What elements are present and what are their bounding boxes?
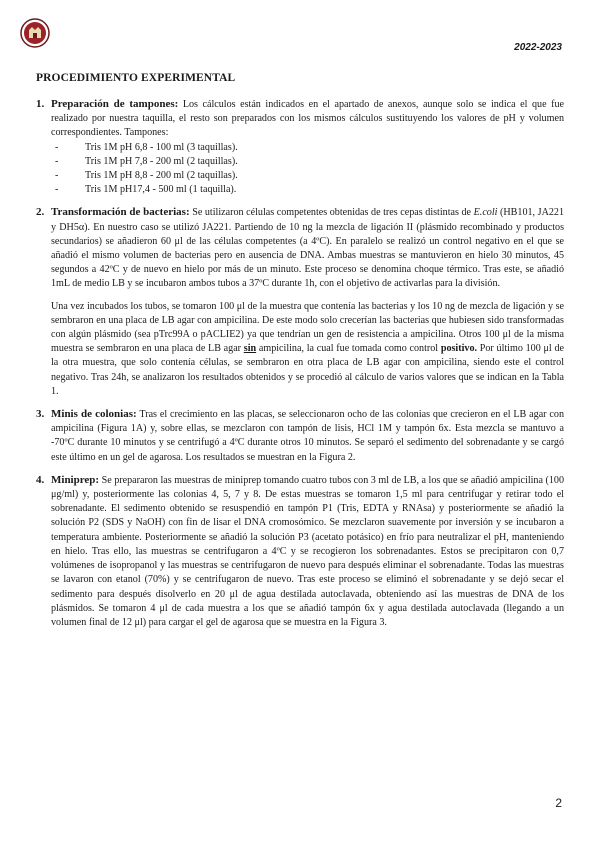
section-paragraph: Minis de colonias: Tras el crecimiento en las placas, se seleccionaron ocho de las colonias que crecieron en el LB agar con ampicilina (Figura 1A) y, sobre ellas, se mezclaron con tampón de lisis, HCl 1M y tampón 6x. Esta mezcla se mantuvo a -70ºC durante 10 minutos y se centrifugó a 4ºC durante otros 10 minutos. Se separó el sedimento del sobrenadante y se cargó este último en un gel de agarosa. Los resultados se muestran en la Figura 2. [51, 408, 565, 463]
list-item: - Tris 1M pH17,4 - 500 ml (1 taquilla). [55, 184, 237, 196]
section-number: 2. [36, 206, 45, 219]
list-item: - Tris 1M pH 6,8 - 100 ml (3 taquillas). [55, 141, 238, 153]
emphasis-positivo: positivo. [440, 343, 478, 355]
section-buffers [36, 97, 564, 197]
species-name: E.coli [473, 207, 498, 219]
page-title: PROCEDIMIENTO EXPERIMENTAL [36, 72, 236, 84]
section-transformation [36, 205, 564, 399]
section-colony-minis [36, 407, 564, 465]
section-number: 3. [36, 408, 45, 421]
section-miniprep [36, 473, 564, 630]
list-item: - Tris 1M pH 8,8 - 200 ml (2 taquillas). [55, 170, 238, 182]
section-heading: Preparación de tampones: [51, 98, 179, 110]
section-paragraph: Miniprep: Se prepararon las muestras de miniprep tomando cuatro tubos con 3 ml de LB, a los que se añadió ampicilina (100 μg/ml) y, posteriormente las colonias 4, 5, 7 y 8. De estas muestras se tomaron 1,5 ml para centrifugar y retirar todo el sobrenadante. El sedimento obtenido se resuspendió en tampón P1 (Tris, EDTA y RNAsa) y posteriormente se añadió la solución P2 (SDS y NaOH) con fin de lisar el DNA cromosómico. Se mezclaron suavemente por inversión y se incubaron a temperatura ambiente. Posteriormente se añadió la solución P3 (acetato potásico) en frío para neutralizar el pH, manteniendo en hielo. Tras ello, las muestras se centrifugaron a 4ºC y se recogieron los sobrenadantes. Estos se precipitaron con 0,7 volúmenes de isopropanol y las muestras se centrifugaron de nuevo para después eliminar el sobrenadante. Todas las muestras se lavaron con etanol (70%) y se centrifugaron de nuevo. Tras este proceso se eliminó el sobrenadante y se dejó secar el sedimento para después disolverlo en 20 μl de agua destilada autoclavada, obteniendo así las muestras de DNA de los plásmidos. Se tomaron 4 μl de cada muestra a los que se añadió tampón 6x y agua destilada autoclavada (llegando a un volumen final de 12 μl) para cargar el gel de agarosa que se muestra en la Figura 3. [51, 473, 564, 628]
page-number: 2 [555, 796, 562, 810]
section-heading: Miniprep: [51, 473, 100, 486]
buffer-list [51, 141, 564, 198]
section-paragraph: Una vez incubados los tubos, se tomaron 100 μl de la muestra que contenía las bacterias y los 10 ng de mezcla de ligación y se sembraron en una placa de LB agar con ampicilina. De este modo solo crecerían las bacterias que hubiesen sido transformadas con algún plásmido (sea pTrc99A o pACLIE2) ya que tendrían un gen de resistencia a ampicilina. Otros 100 μl de la misma muestra se sembraron en una placa de LB agar sin ampicilina, la cual fue tomada como control positivo. Por último 100 μl de la otra muestra, que solo contenía células, se sembraron en otra placa de LB agar con ampicilina, siendo este el control negativo. Tras 24h, se analizaron los resultados obtenidos y se procedió al cálculo de varios valores que se indican en la Tabla 1. [51, 300, 564, 397]
academic-year: 2022-2023 [514, 42, 562, 53]
list-item: - Tris 1M pH 7,8 - 200 ml (2 taquillas). [55, 155, 238, 167]
section-text: Los cálculos están indicados en el apartado de anexos, aunque solo se indica el que fue realizado por nuestra taquilla, el resto son preparados con los mismos cálculos sustituyendo los valores de pH y volumen correspondientes. Tampones: [51, 99, 564, 139]
section-heading: Minis de colonias: [51, 408, 137, 421]
section-number: 4. [36, 473, 45, 486]
section-number: 1. [36, 98, 45, 110]
emphasis-sin: sin [243, 343, 257, 355]
section-paragraph: Transformación de bacterias: Se utilizaron células competentes obtenidas de tres cepas distintas de E.coli (HB101, JA221 y DH5α). En nuestro caso se utilizó JA221. Partiendo de 10 ng la mezcla de ligación II (plásmido recombinado y productos secundarios) se añadieron 60 μl de las células competentes (a 4ºC). En paralelo se realizó un control negativo en el que se añadió el mismo volumen de bacterias pero en ausencia de DNA. Ambas muestras se mantuvieron en hielo 30 minutos, 45 segundos a 42ºC y de nuevo en hielo por más de un minuto. Este proceso se denomina choque térmico. Tras este, se añadió 1mL de medio LB y se incubaron ambos tubos a 37ºC durante 1h, con el objetivo de activarlas para la división. [51, 206, 565, 290]
university-seal-icon [20, 18, 50, 48]
section-paragraph [51, 97, 564, 141]
document-body [36, 97, 564, 638]
section-heading: Transformación de bacterias: [51, 206, 190, 219]
